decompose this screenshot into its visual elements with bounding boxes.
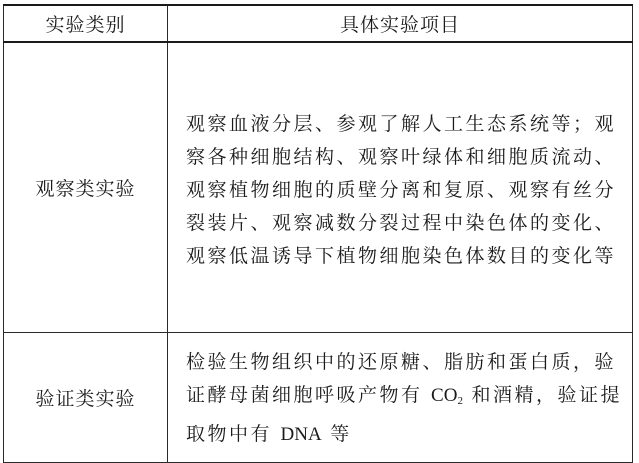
category-cell-observation: 观察类实验	[4, 42, 168, 333]
items-cell-observation: 观察血液分层、参观了解人工生态系统等；观察各种细胞结构、观察叶绿体和细胞质流动、观察植物细胞的质壁分离和复原、观察有丝分裂装片、观察减数分裂过程中染色体的变化、观察低温诱导下植物细胞染色体数目的变化等	[168, 42, 633, 333]
table-row	[4, 333, 633, 463]
items-text-part-2: 和酒精，验证提取物中有	[186, 384, 622, 445]
dna-term: DNA	[280, 424, 322, 445]
items-text-part-1: 检验生物组织中的还原糖、脂肪和蛋白质，验证酵母菌细胞呼吸产物有	[186, 351, 617, 406]
experiment-table	[3, 4, 633, 463]
header-items: 具体实验项目	[168, 5, 633, 42]
items-text-part-3: 等	[321, 423, 352, 445]
header-category: 实验类别	[4, 5, 168, 42]
category-cell-verification: 验证类实验	[4, 333, 168, 463]
items-cell-verification	[168, 333, 633, 463]
table-row	[4, 42, 633, 333]
co2-formula	[431, 385, 463, 406]
table-header-row	[4, 5, 633, 42]
co2-formula-base: CO	[431, 385, 458, 406]
co2-formula-subscript: 2	[457, 395, 463, 407]
